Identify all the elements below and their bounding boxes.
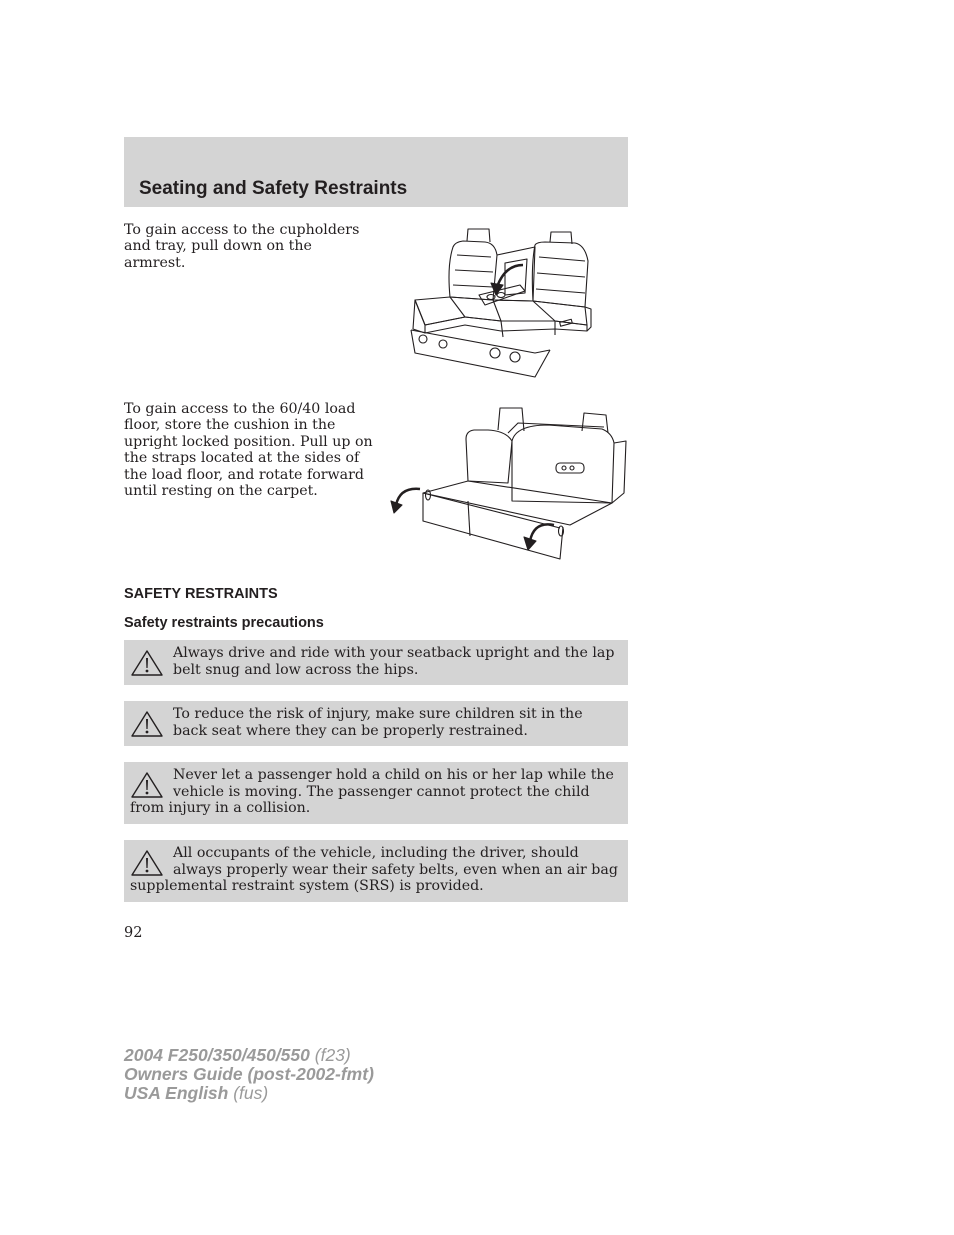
warning-triangle-icon [130,710,164,738]
load-floor-illustration [388,403,630,563]
warning-triangle-icon [130,771,164,799]
warning-box [124,701,628,746]
section-header-band [124,137,628,207]
warning-box [124,640,628,685]
warning-text: Never let a passenger hold a child on his or her lap while the vehicle is moving. The passenger cannot protect the child from injury in a collision. [130,767,614,816]
page-title: Seating and Safety Restraints [139,178,408,199]
safety-precautions-subheading: Safety restraints precautions [124,615,324,631]
document-footer [124,1046,374,1103]
footer-guide-type: Owners Guide (post-2002-fmt) [124,1064,374,1084]
warning-triangle-icon [130,849,164,877]
footer-line-1 [124,1046,374,1065]
footer-line-2 [124,1065,374,1084]
footer-language: USA English [124,1083,229,1103]
warning-text: To reduce the risk of injury, make sure children sit in the back seat where they can be properly restrained. [173,706,583,739]
safety-restraints-heading: SAFETY RESTRAINTS [124,586,278,602]
warning-text: Always drive and ride with your seatback upright and the lap belt snug and low across the hips. [173,645,615,678]
footer-model: 2004 F250/350/450/550 [124,1045,310,1065]
warning-box [124,840,628,902]
warning-triangle-icon [130,649,164,677]
footer-line-3 [124,1084,374,1103]
page-number: 92 [124,925,143,941]
load-floor-instructions: To gain access to the 60/40 load floor, store the cushion in the upright locked position. Pull up on the straps located at the sides of the load floor, and rotate forward until resting on the carpet. [124,401,373,500]
rear-seat-armrest-illustration [405,225,595,385]
warning-box [124,762,628,824]
footer-model-code: (f23) [314,1045,351,1065]
footer-language-code: (fus) [233,1083,269,1103]
cupholder-instructions: To gain access to the cupholders and tray, pull down on the armrest. [124,222,360,271]
warning-text: All occupants of the vehicle, including the driver, should always properly wear their safety belts, even when an air bag supplemental restraint system (SRS) is provided. [130,845,618,894]
